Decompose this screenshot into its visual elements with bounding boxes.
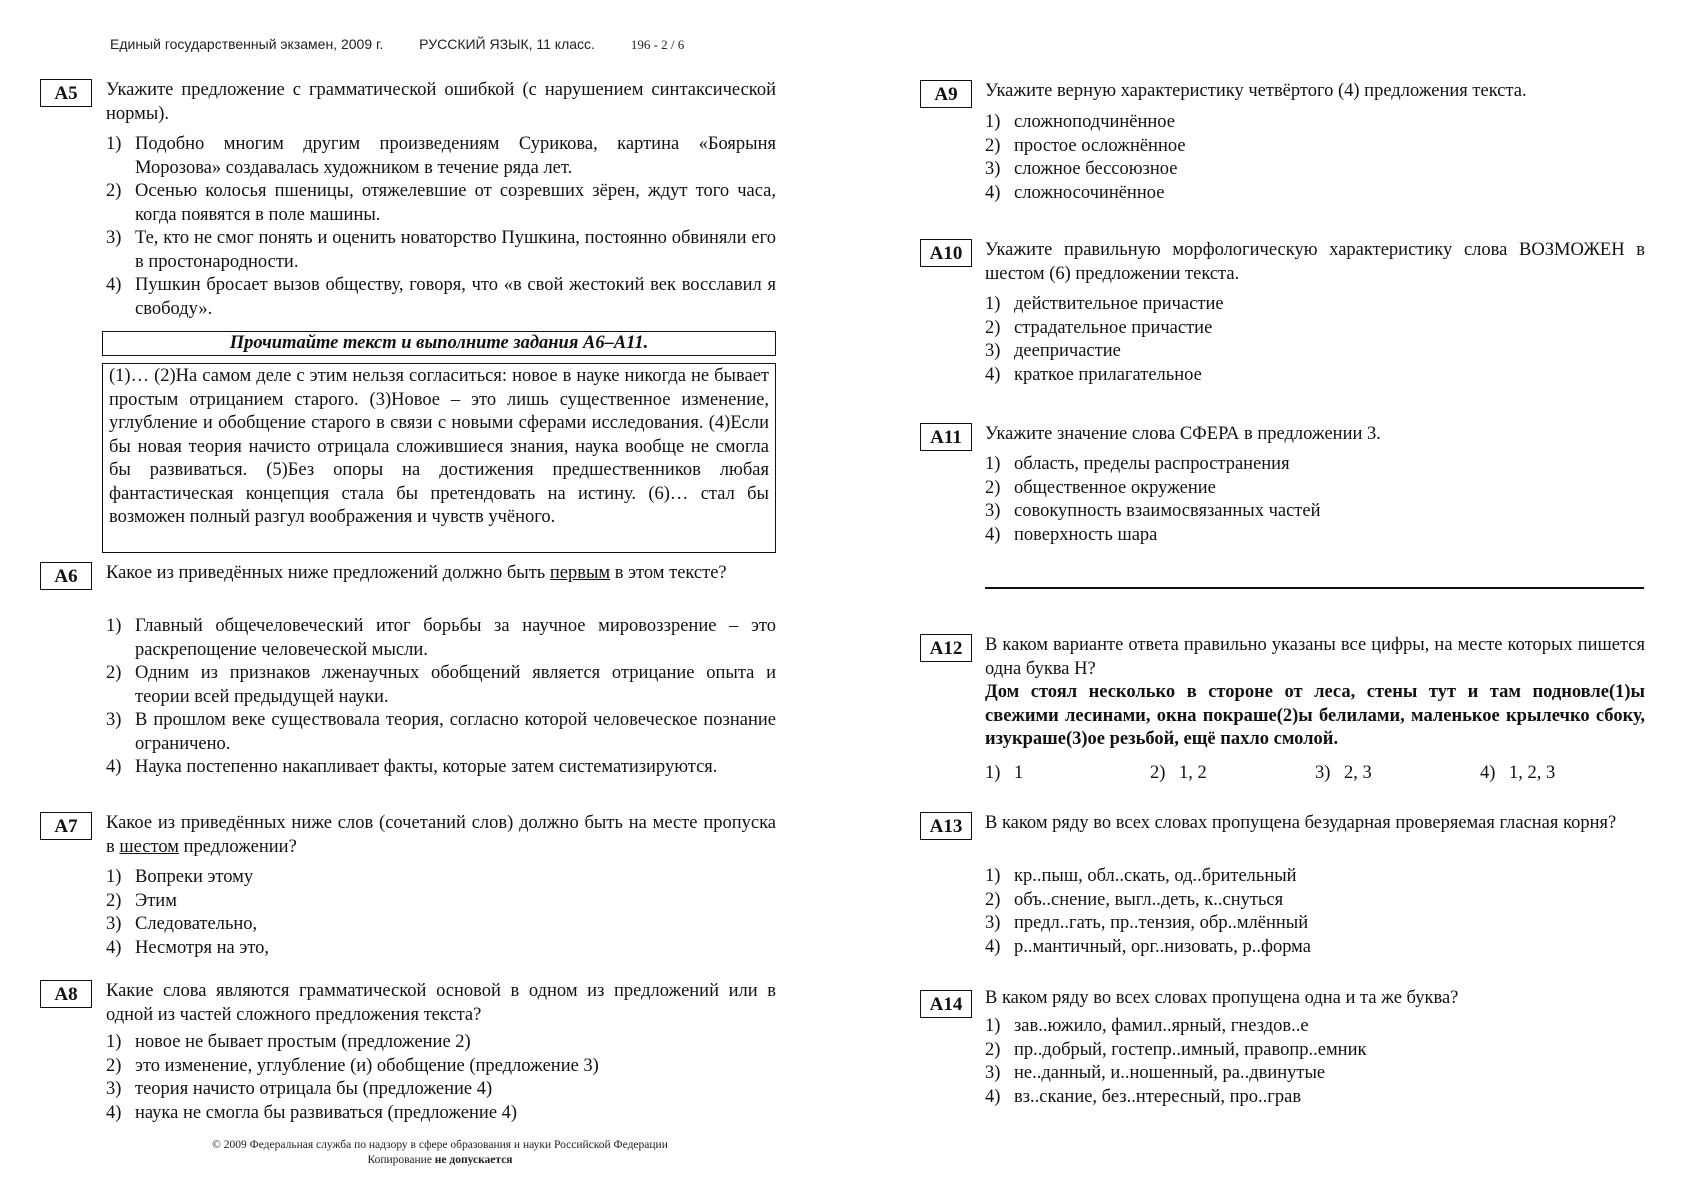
option: 3) совокупность взаимосвязанных частей bbox=[985, 501, 1321, 521]
option: 1) область, пределы распространения bbox=[985, 454, 1290, 474]
option: 2) общественное окружение bbox=[985, 477, 1216, 498]
option: 4) Несмотря на это, bbox=[106, 937, 270, 958]
task-label: А8 bbox=[40, 980, 92, 1008]
copy-notice: Копирование не допускается bbox=[367, 1154, 513, 1166]
option: 3) сложное бессоюзное bbox=[985, 159, 1178, 179]
task-question: В каком ряду во всех словах пропущена безударная проверяемая гласная корня? bbox=[985, 813, 1617, 833]
option: 2) Осенью колосья пшеницы, отяжелевшие от созревших зёрен, ждут того часа, когда появятся в поле машины. bbox=[106, 181, 776, 225]
option: 1) новое не бывает простым (предложение 2) bbox=[106, 1032, 471, 1052]
task-label: А14 bbox=[920, 990, 972, 1018]
option: 1) Главный общечеловеческий итог борьбы за научное мировоззрение – это раскрепощение человеческой мысли. bbox=[106, 616, 776, 660]
option: 2) страдательное причастие bbox=[985, 317, 1213, 338]
task-question: В каком варианте ответа правильно указаны все цифры, на месте которых пишется одна буква Н? Дом стоял несколько в стороне от леса, стены тут и там подновле(1)ы свежими лесинами, окна покраше(2)ы белилами, маленькое крылечко сбоку, изукраше(3)ое резьбой, ещё пахло смолой. bbox=[985, 634, 1645, 752]
task-question: В каком ряду во всех словах пропущена одна и та же буква? bbox=[985, 988, 1459, 1008]
option: 3) 2, 3 bbox=[1315, 763, 1372, 783]
subject-title: РУССКИЙ ЯЗЫК, 11 класс. bbox=[419, 36, 595, 52]
underlined-word: шестом bbox=[119, 836, 179, 857]
option: 4) вз..скание, без..нтересный, про..грав bbox=[985, 1086, 1302, 1107]
task-sentence: Дом стоял несколько в стороне от леса, стены тут и там подновле(1)ы свежими лесинами, окна покраше(2)ы белилами, маленькое крылечко сбоку, изукраше(3)ое резьбой, ещё пахло смолой. bbox=[985, 682, 1645, 749]
underlined-word: первым bbox=[549, 563, 611, 583]
option: 3) деепричастие bbox=[985, 341, 1121, 361]
option: 4) Пушкин бросает вызов обществу, говоря, что «в свой жестокий век восславил я свободу». bbox=[106, 275, 776, 319]
task-question: Укажите значение слова СФЕРА в предложении 3. bbox=[985, 424, 1381, 444]
option: 4) поверхность шара bbox=[985, 524, 1158, 545]
task-question: Укажите предложение с грамматической ошибкой (с нарушением синтаксической нормы). bbox=[106, 80, 776, 124]
option: 1) Подобно многим другим произведениям Сурикова, картина «Боярыня Морозова» создавалась художником в течение ряда лет. bbox=[106, 134, 776, 178]
option: 2) простое осложнённое bbox=[985, 135, 1186, 156]
option: 3) Те, кто не смог понять и оценить новаторство Пушкина, постоянно обвиняли его в простонародности. bbox=[106, 228, 776, 272]
option: 4) 1, 2, 3 bbox=[1480, 763, 1556, 783]
task-label: А6 bbox=[40, 562, 92, 590]
divider-line bbox=[985, 587, 1644, 589]
option: 3) Следовательно, bbox=[106, 914, 258, 934]
task-label: А12 bbox=[920, 634, 972, 662]
option: 3) не..данный, и..ношенный, ра..двинутые bbox=[985, 1063, 1326, 1083]
page-header bbox=[110, 36, 716, 53]
option: 4) краткое прилагательное bbox=[985, 364, 1202, 385]
reading-passage: (1)… (2)На самом деле с этим нельзя согласиться: новое в науке никогда не бывает простым отрицанием старого. (3)Новое – это лишь существенное изменение, углубление и обобщение старого в связи с новыми сферами исследования. (4)Если бы новая теория начисто отрицала сложившиеся знания, наука вообще не смогла бы развиваться. (5)Без опоры на достижения предшественников любая фантастическая концепция стала бы претендовать на истину. (6)… стал бы возможен полный разгул воображения и чувств учёного. bbox=[102, 363, 776, 553]
task-label: А11 bbox=[920, 423, 972, 451]
task-label: А7 bbox=[40, 812, 92, 840]
option: 1) сложноподчинённое bbox=[985, 112, 1175, 132]
option: 4) наука не смогла бы развиваться (предложение 4) bbox=[106, 1102, 518, 1123]
copyright-line: © 2009 Федеральная служба по надзору в сфере образования и науки Российской Федерации bbox=[212, 1139, 668, 1151]
option: 4) сложносочинённое bbox=[985, 182, 1165, 203]
task-question: Какие слова являются грамматической основой в одном из предложений или в одной из частей сложного предложения текста? bbox=[106, 981, 776, 1025]
exam-title: Единый государственный экзамен, 2009 г. bbox=[110, 36, 384, 52]
task-question: Какое из приведённых ниже слов (сочетаний слов) должно быть на месте пропуска в шестом предложении? bbox=[106, 813, 776, 857]
option: 1) действительное причастие bbox=[985, 294, 1224, 314]
option: 4) р..мантичный, орг..низовать, р..форма bbox=[985, 936, 1311, 957]
task-question: Какое из приведённых ниже предложений должно быть первым в этом тексте? bbox=[106, 563, 727, 583]
option: 1) 1 bbox=[985, 763, 1024, 783]
task-label: А13 bbox=[920, 812, 972, 840]
task-label: А5 bbox=[40, 79, 92, 107]
task-question: Укажите верную характеристику четвёртого (4) предложения текста. bbox=[985, 81, 1527, 101]
task-question: Укажите правильную морфологическую характеристику слова ВОЗМОЖЕН в шестом (6) предложении текста. bbox=[985, 240, 1645, 284]
task-label: А10 bbox=[920, 239, 972, 267]
option: 2) пр..добрый, гостепр..имный, правопр..емник bbox=[985, 1039, 1367, 1060]
option: 3) теория начисто отрицала бы (предложение 4) bbox=[106, 1079, 493, 1099]
option: 2) Одним из признаков лженаучных обобщений является отрицание опыта и теории всей предыдущей науки. bbox=[106, 663, 776, 707]
option: 1) Вопреки этому bbox=[106, 867, 254, 887]
option: 4) Наука постепенно накапливает факты, которые затем систематизируются. bbox=[106, 757, 718, 777]
option: 2) объ..снение, выгл..деть, к..снуться bbox=[985, 889, 1284, 910]
page-footer bbox=[150, 1138, 730, 1168]
option: 3) предл..гать, пр..тензия, обр..млённый bbox=[985, 913, 1309, 933]
option: 2) это изменение, углубление (и) обобщение (предложение 3) bbox=[106, 1055, 599, 1076]
option: 2) Этим bbox=[106, 890, 177, 911]
option: 1) зав..южило, фамил..ярный, гнездов..е bbox=[985, 1016, 1309, 1036]
option: 3) В прошлом веке существовала теория, согласно которой человеческое познание ограничено. bbox=[106, 710, 776, 754]
task-label: А9 bbox=[920, 80, 972, 108]
page-number: 196 - 2 / 6 bbox=[630, 37, 685, 52]
option: 1) кр..пыш, обл..скать, од..брительный bbox=[985, 866, 1297, 886]
instruction-box: Прочитайте текст и выполните задания А6–А11. bbox=[102, 331, 776, 356]
option: 2) 1, 2 bbox=[1150, 763, 1207, 783]
